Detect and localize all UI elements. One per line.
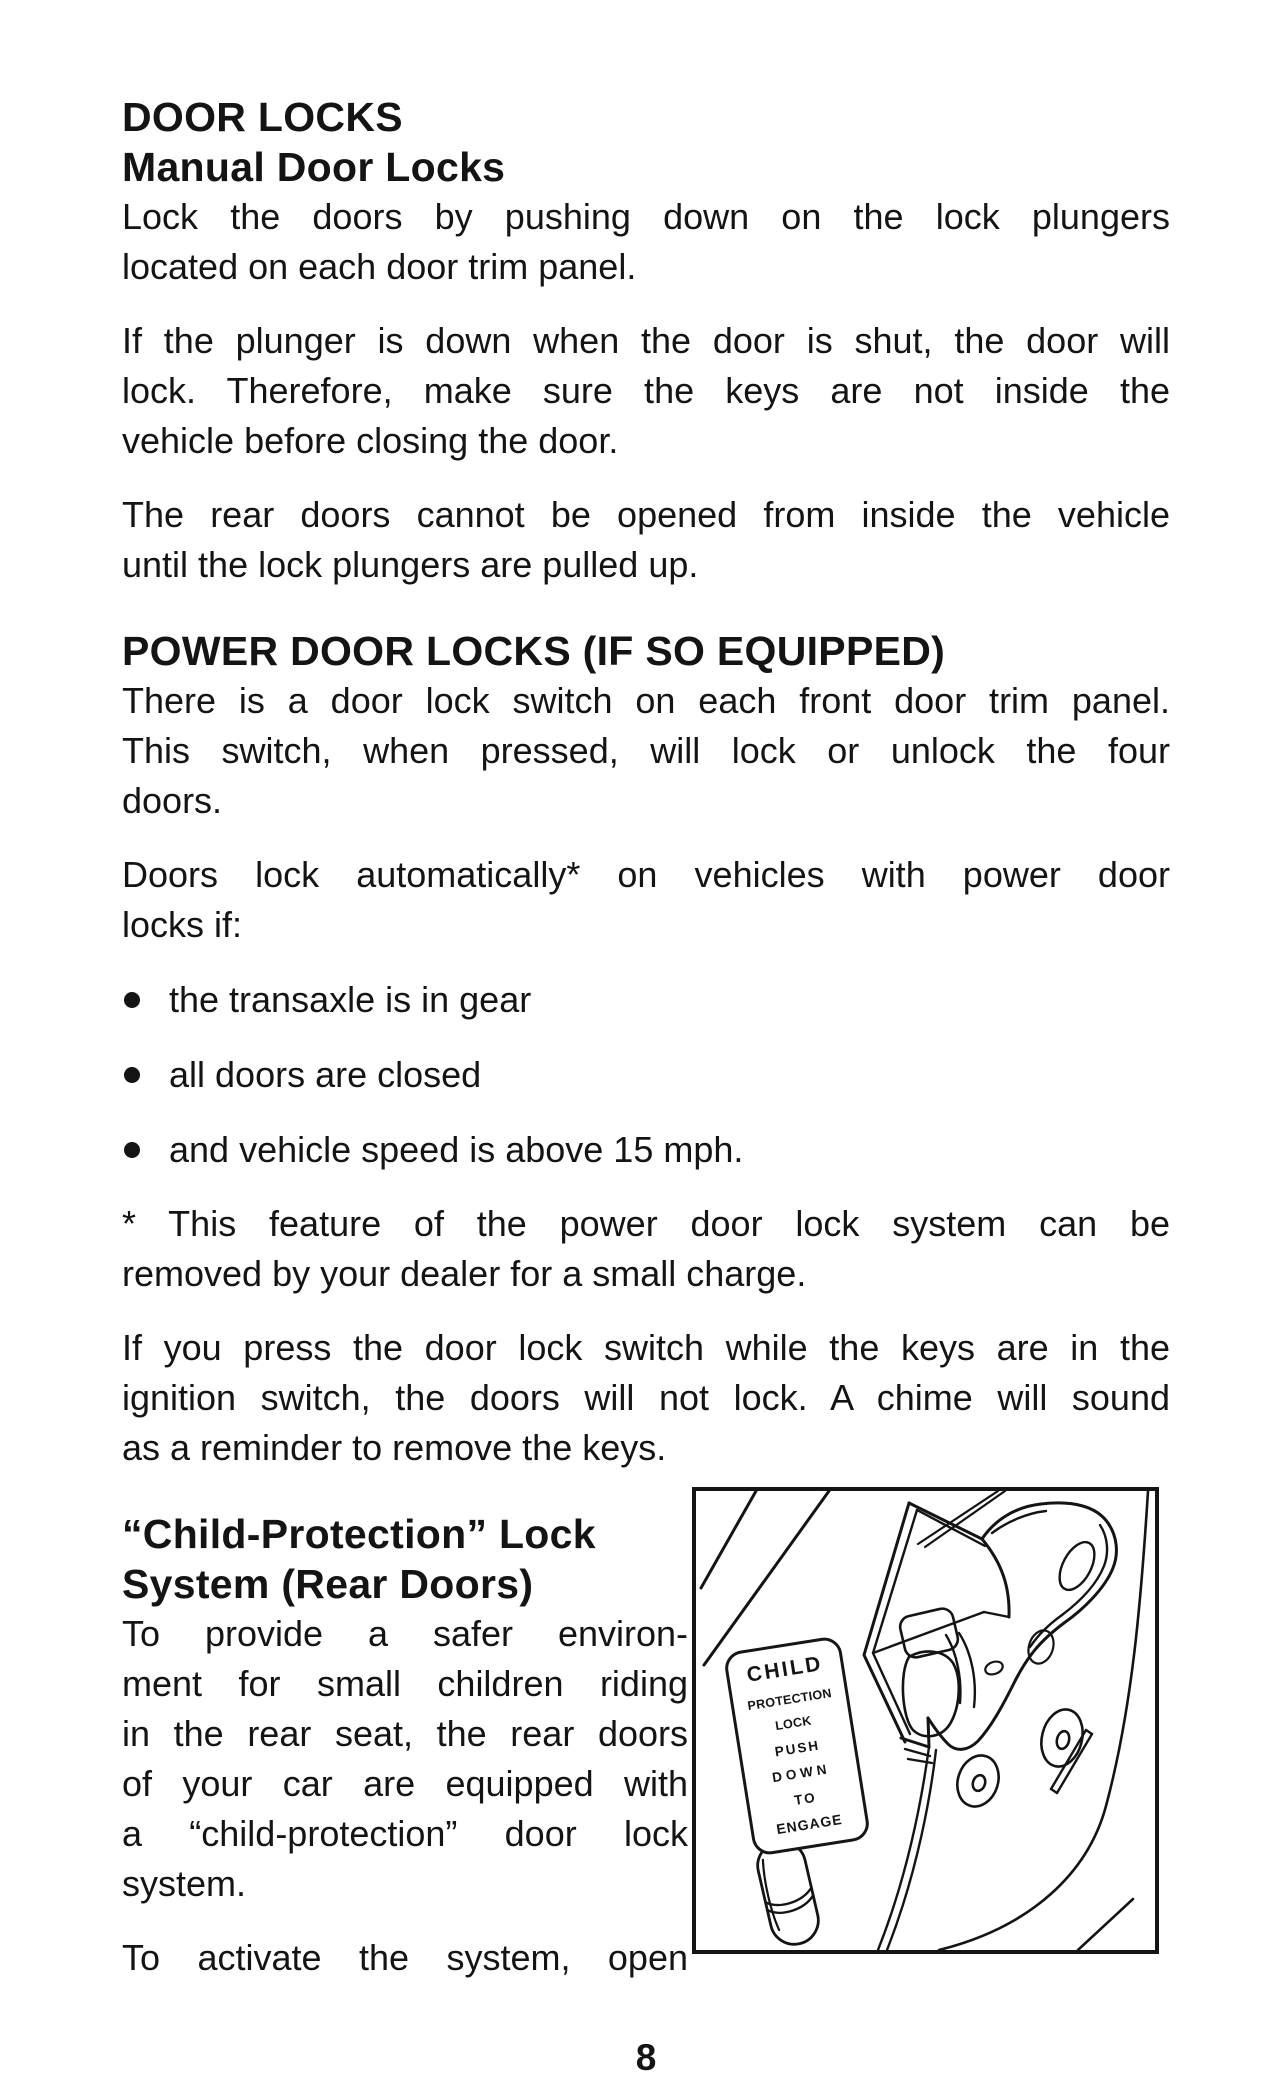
- label-line: CHILD: [745, 1652, 825, 1687]
- text-line: To activate the system, open: [122, 1937, 688, 1978]
- bullet-text: and vehicle speed is above 15 mph.: [169, 1129, 744, 1170]
- text-line: Lock the doors by pushing down on the lock plungers: [122, 196, 1170, 237]
- text-line: as a reminder to remove the keys.: [122, 1427, 667, 1468]
- paragraph: [122, 676, 1170, 826]
- label-line: TO: [792, 1789, 818, 1808]
- paragraph: [122, 316, 1170, 466]
- paragraph: [122, 1323, 1170, 1473]
- text-line: locks if:: [122, 904, 243, 945]
- text-line: If you press the door lock switch while the keys are in the: [122, 1327, 1170, 1368]
- paragraph: [122, 1933, 688, 1983]
- bullet-dot-icon: [124, 992, 140, 1008]
- list-item: [122, 1050, 1170, 1100]
- text-line: ignition switch, the doors will not lock. A chime will sound: [122, 1377, 1170, 1418]
- text-line: This switch, when pressed, will lock or unlock the four: [122, 730, 1170, 771]
- footnote: [122, 1199, 1170, 1299]
- text-line: located on each door trim panel.: [122, 246, 637, 287]
- child-protection-section: [122, 1509, 1170, 1989]
- text-line: If the plunger is down when the door is shut, the door will: [122, 320, 1170, 361]
- subsection-title-manual-door-locks: Manual Door Locks: [122, 144, 506, 190]
- bullet-dot-icon: [124, 1142, 140, 1158]
- text-line: doors.: [122, 780, 223, 821]
- child-protection-text-column: [122, 1509, 688, 1983]
- label-line: ENGAGE: [775, 1810, 844, 1838]
- bullet-text: all doors are closed: [169, 1054, 482, 1095]
- text-line: Doors lock automatically* on vehicles with power door: [122, 854, 1170, 895]
- page-number: 8: [635, 2037, 657, 2078]
- text-line: until the lock plungers are pulled up.: [122, 544, 699, 585]
- text-line: ment for small children riding: [122, 1663, 688, 1704]
- paragraph: [122, 850, 1170, 950]
- text-line: in the rear seat, the rear doors: [122, 1713, 688, 1754]
- text-line: removed by your dealer for a small charge.: [122, 1253, 807, 1294]
- text-line: of your car are equipped with: [122, 1763, 688, 1804]
- section-title-door-locks: DOOR LOCKS: [122, 94, 403, 140]
- bullet-text: the transaxle is in gear: [169, 979, 532, 1020]
- list-item: [122, 975, 1170, 1025]
- text-line: system.: [122, 1863, 247, 1904]
- label-line: PROTECTION: [746, 1685, 833, 1713]
- paragraph: [122, 192, 1170, 292]
- label-line: LOCK: [774, 1713, 813, 1734]
- text-line: The rear doors cannot be opened from inside the vehicle: [122, 494, 1170, 535]
- bullet-dot-icon: [124, 1067, 140, 1083]
- text-line: To provide a safer environ-: [122, 1613, 688, 1654]
- label-line: DOWN: [771, 1761, 832, 1786]
- section-title-child-protection-1: “Child-Protection” Lock: [122, 1511, 596, 1557]
- text-line: vehicle before closing the door.: [122, 420, 619, 461]
- section-title-child-protection-2: System (Rear Doors): [122, 1561, 534, 1607]
- child-lock-figure: [692, 1487, 1159, 1954]
- paragraph: [122, 1609, 688, 1909]
- label-line: PUSH: [773, 1737, 821, 1759]
- paragraph: [122, 490, 1170, 590]
- text-line: lock. Therefore, make sure the keys are not inside the: [122, 370, 1170, 411]
- section-title-power-door-locks: POWER DOOR LOCKS (IF SO EQUIPPED): [122, 628, 946, 674]
- text-line: * This feature of the power door lock system can be: [122, 1203, 1170, 1244]
- text-line: There is a door lock switch on each front door trim panel.: [122, 680, 1170, 721]
- list-item: [122, 1125, 1170, 1175]
- text-line: a “child-protection” door lock: [122, 1813, 688, 1854]
